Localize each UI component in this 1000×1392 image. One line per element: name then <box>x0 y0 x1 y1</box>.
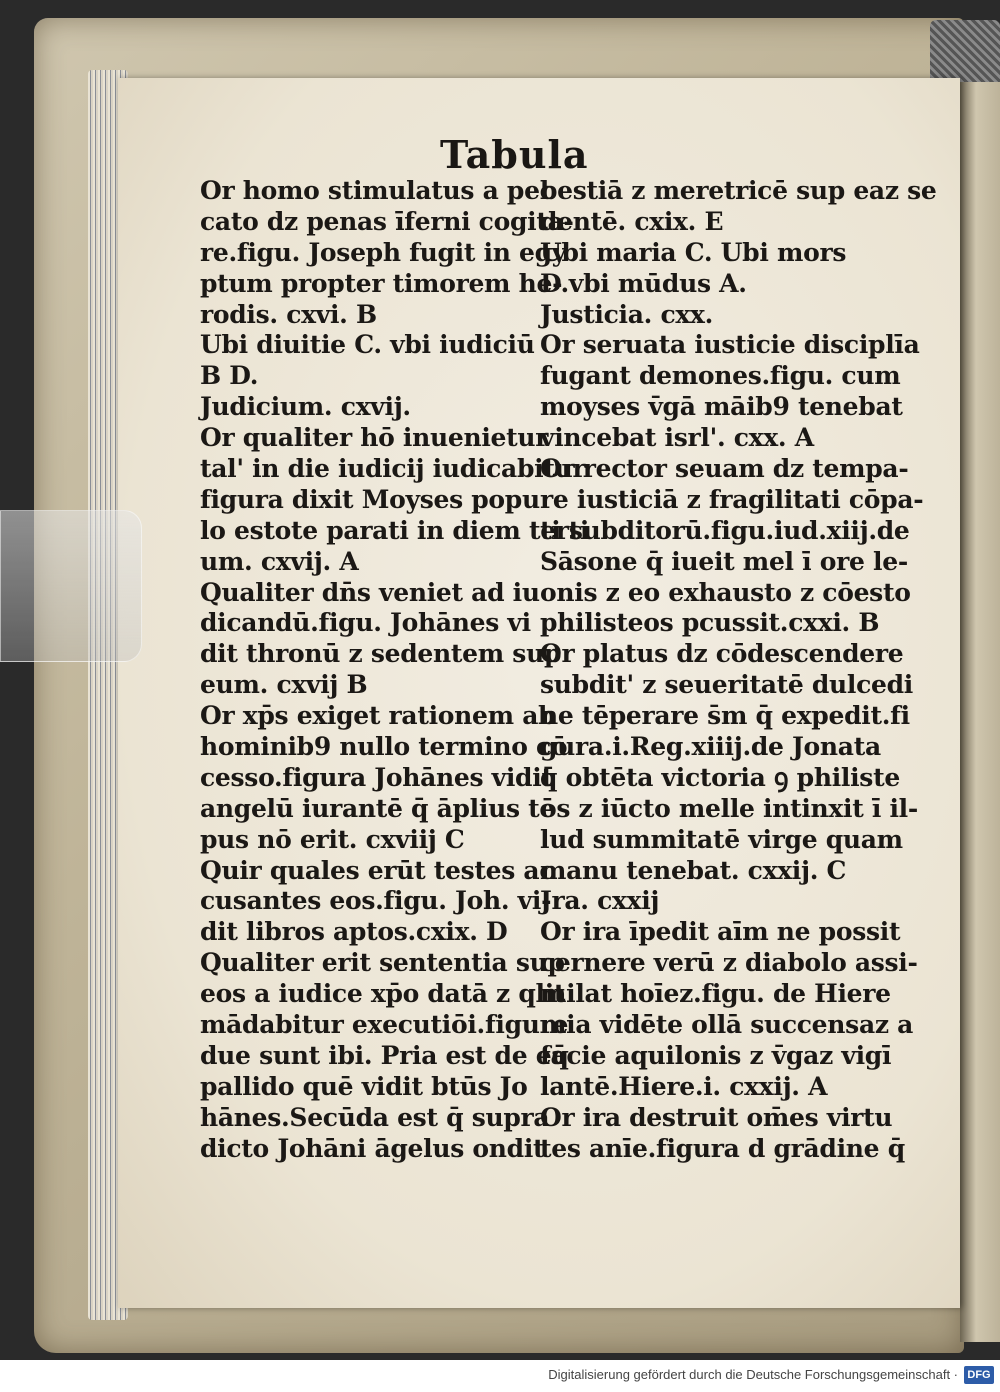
text-line: Or xp̄s exiget rationem ab <box>200 701 556 731</box>
left-column <box>200 176 590 1165</box>
text-line: hānes.Secūda est q̄ supra <box>200 1102 550 1132</box>
text-line: milat hoīez.figu. de Hiere <box>540 979 891 1009</box>
text-line: manu tenebat. cxxij. C <box>540 855 847 885</box>
text-line: ne tēperare s̄m q̄ expedit.fi <box>540 701 910 731</box>
text-line: subdit' z seueritatē dulcedi <box>540 670 914 700</box>
text-line: facie aquilonis z v̄gaz vigī <box>540 1040 892 1070</box>
text-line: pus nō erit. cxviij C <box>200 824 465 854</box>
text-line: Or ira īpedit aīm ne possit <box>540 917 901 947</box>
text-line: angelū iurantē q̄ āplius tē <box>200 793 555 823</box>
page-clip <box>0 510 142 662</box>
text-line: bestiā z meretricē sup eaz se <box>540 176 937 205</box>
text-line: Jra. cxxij <box>540 886 660 916</box>
text-line: Ubi diuitie C. vbi iudiciū <box>200 330 535 360</box>
text-line: due sunt ibi. Pria est de eq̄ <box>200 1040 569 1070</box>
page-heading: Tabula <box>440 132 589 177</box>
text-line: vincebat isrl'. cxx. A <box>540 423 814 453</box>
text-line: mādabitur executiōi.figure <box>200 1010 569 1040</box>
text-line: cernere verū z diabolo assi- <box>540 948 918 978</box>
text-line: Justicia. cxx. <box>540 299 713 329</box>
text-line: hominib9 nullo termino cō <box>200 732 568 762</box>
text-line: lud summitatē virge quam <box>540 824 903 854</box>
text-line: onis z eo exhausto z cōesto <box>540 577 911 607</box>
text-line: eum. cxvij B <box>200 670 368 700</box>
text-line: cato dz penas īferni cogita- <box>200 206 574 236</box>
text-line: dicandū.figu. Johānes vi <box>200 608 531 638</box>
right-column <box>540 176 937 1165</box>
text-line: Sāsone q̄ iueit mel ī ore le- <box>540 546 908 576</box>
text-line: Quir quales erūt testes ac <box>200 855 555 885</box>
text-line: Ubi maria C. Ubi mors <box>540 237 847 267</box>
text-line: dit thronū z sedentem sup <box>200 639 562 669</box>
text-line: cesso.figura Johānes vidit <box>200 762 553 792</box>
text-line: Qualiter dn̄s veniet ad iu <box>200 577 540 607</box>
text-line: re.figu. Joseph fugit in egy <box>200 237 566 267</box>
text-line: dicto Johāni āgelus ondit <box>200 1133 545 1163</box>
text-line: tal' in die iudicij iudicabitur <box>200 454 586 484</box>
text-line: rodis. cxvi. B <box>200 299 377 329</box>
text-line: lo estote parati in diem terti <box>200 515 590 545</box>
text-line: cusantes eos.figu. Joh. vi- <box>200 886 552 916</box>
footer-bar <box>0 1360 1000 1392</box>
text-line: D.vbi mūdus A. <box>540 268 747 298</box>
text-line: re iusticiā z fragilitati cōpa- <box>540 484 924 514</box>
text-line: Or platus dz cōdescendere <box>540 639 904 669</box>
text-line: Or qualiter hō inuenietur <box>200 423 549 453</box>
text-line: os z iūcto melle intinxit ī il- <box>540 793 918 823</box>
text-line: Or ira destruit om̄es virtu <box>540 1102 893 1132</box>
facing-page-edge <box>960 82 1000 1342</box>
text-line: ti subditorū.figu.iud.xiij.de <box>540 515 910 545</box>
text-line: dit libros aptos.cxix. D <box>200 917 508 947</box>
text-line: Judicium. cxvij. <box>200 392 411 422</box>
text-line: lantē.Hiere.i. cxxij. A <box>540 1071 828 1101</box>
text-line: q̄ obtēta victoria ꝯ philiste <box>540 762 900 792</box>
text-line: Or rector seuam dz tempa- <box>540 454 909 484</box>
text-line: um. cxvij. A <box>200 546 359 576</box>
text-line: philisteos pcussit.cxxi. B <box>540 608 880 638</box>
text-line: B D. <box>200 361 259 391</box>
text-line: fugant demones.figu. cum <box>540 361 901 391</box>
text-line: eos a iudice xp̄o datā z qlit <box>200 979 566 1009</box>
text-line: Or homo stimulatus a pec <box>200 176 555 205</box>
dfg-logo: DFG <box>964 1366 994 1384</box>
text-line: dentē. cxix. E <box>540 206 724 236</box>
text-line: figura dixit Moyses popu <box>200 484 540 514</box>
text-line: pallido quē vidit btūs Jo <box>200 1071 528 1101</box>
text-line: tes anīe.figura d grādine q̄ <box>540 1133 905 1163</box>
text-line: gura.i.Reg.xiiij.de Jonata <box>540 732 881 762</box>
text-line: Or seruata iusticie disciplīa <box>540 330 920 360</box>
text-line: mia vidēte ollā succensaz a <box>540 1010 914 1040</box>
footer-credit: Digitalisierung gefördert durch die Deutsche Forschungsgemeinschaft · <box>548 1367 958 1382</box>
text-line: Qualiter erit sententia sup <box>200 948 565 978</box>
text-line: ptum propter timorem he- <box>200 268 563 298</box>
text-line: moyses v̄gā māib9 tenebat <box>540 392 903 422</box>
